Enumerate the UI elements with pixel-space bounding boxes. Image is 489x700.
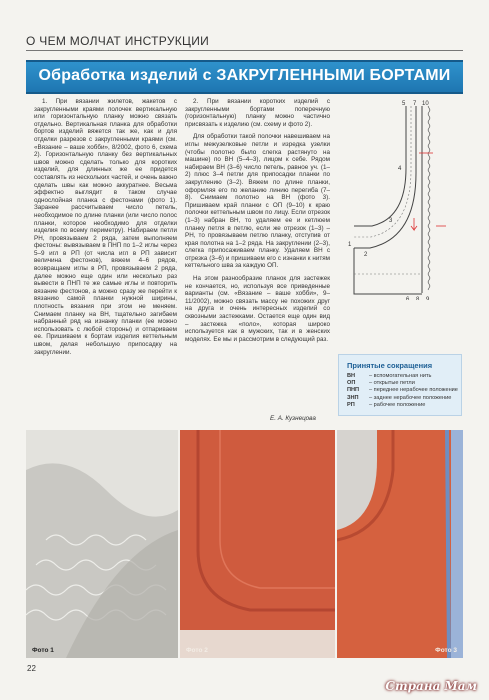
abbreviation-value: – переднее нерабочее положение (369, 387, 458, 394)
page-number: 22 (27, 664, 36, 673)
photo-caption: Фото 1 (32, 647, 54, 654)
arrow-down (411, 218, 417, 230)
abbreviation-item (347, 373, 458, 380)
abbreviation-key: РП (347, 401, 355, 408)
abbreviation-key: ПНП (347, 387, 360, 394)
text-column-2 (185, 98, 330, 348)
header-rule (26, 50, 463, 51)
text-column-1 (34, 98, 177, 361)
abbreviations-box (338, 354, 462, 416)
author: Е. А. Кузнецова (270, 415, 316, 422)
diagram-label: 4 (398, 166, 402, 172)
diagram-label: 8 (416, 297, 420, 300)
paragraph: Для обработки такой полочки навешиваем на иглы межузелковые петли и изредка узелки (чтобы полотно было слегка растянуто на машине) по ВН (5–4–3), лицом к себе. Рядом набираем ВН (3–6) число петель, равное уч. (1–2) плюс 3–4 петли для припосадки планки по закруглению (3–2). Вяжем по длине планки, оформляя его по желанию линию перегиба (7–8). Снимаем полотно на ВН (фото 3). Пришиваем край планки с ОП (9–10) к краю полочки кеттельным швом по лицу. Если отрезок (1–3) набран ВН, то удаляем ее и кетлюем планку петля в петлю, если же отрезок (1–3) – РН, то провязываем петлю планку, отступив от края полотна на 1–2 ряда. На закруглении (2–3), слегка припосаживаем планку. Удаляем ВН с отрезка (3–6) и пришиваем его с изнанки к нитям кеттельного шва за каждую ОП. (185, 133, 330, 270)
knitting-scheme-diagram (344, 98, 466, 300)
abbreviation-item (347, 402, 458, 409)
diagram-label: 2 (364, 252, 368, 258)
lace-pattern (26, 430, 178, 658)
photo-caption: Фото 3 (435, 647, 457, 654)
diagram-label: 7 (413, 101, 417, 107)
knit-band-sample (337, 430, 463, 658)
band-inner-dash (354, 106, 411, 237)
paragraph: 2. При вязании коротких изделий с закругленными бортами поперечную (горизонтальную) планку можно частично присвязать к изделию (см. схему и фото 2). (185, 98, 330, 128)
paragraph: 1. При вязании жилетов, жакетов с закругленными краями полочек вертикальную или горизонтальную планку можно связать отдельно. Вертикальная планка для обработки бортов изделий вяжется так же, как и для отделки разрезов с закругленными краями (см. «Вязание – ваше хобби», 8/2002, фото 6, схема 2). Горизонтальную планку без вертикальных швов можно сделать только для коротких изделий, для длинных же ее придется составлять из нескольких частей, и очень важно сделать швы как можно аккуратнее. Весьма эффектно выглядит в таком случае однослойная планка с фестонами (фото 1). Заранее рассчитываем число петель, необходимое по длине планки (или число полос планки, которое необходимо для отделки изделия по всему периметру). Набираем петли РН, провязываем 2 ряда, затем выполняем фестоны: вывязываем в ПНП по 1–2 иглы через 5–9 игл в РП (от числа игл в РП зависит величина фестонов), вяжем 4–6 рядов, возвращаем иглы в РП, провязываем 2 ряда, далее можно еще один или несколько раз вывести в ПНП те же самые иглы и повторить вязание фестонов, а можно сразу же перейти к вязанию самой планки нужной ширины, плотность вязания при этом не меняем. Снимаем планку на ВН, тщательно загибаем набранный ряд на изнанку планки (ее можно использовать с любой стороны) и отпариваем ее. Пришиваем к бортам изделия кеттельным швом, делая небольшую припосадку на закруглении. (34, 98, 177, 356)
diagram-label: 6 (406, 297, 410, 300)
paragraph: На этом разнообразие планок для застежек не кончается, но, используя все приведенные варианты (см. «Вязание – ваше хобби», 9–11/2002), можно связать массу не похожих друг на друга и очень интересных изделий со сквозными застежками. Остается еще один вид – застежка «поло», которая широко используется как в мужских, так и в женских моделях. Ее мы и рассмотрим в следующий раз. (185, 275, 330, 343)
abbreviation-value: – вспомогательная нить (369, 373, 432, 379)
abbreviations-list (347, 373, 458, 409)
abbreviation-value: – рабочее положение (369, 401, 426, 408)
diagram-label: 1 (348, 242, 352, 248)
diagram-label: 10 (422, 101, 429, 107)
abbreviation-item (347, 380, 458, 387)
abbreviations-title: Принятые сокращения (347, 361, 433, 370)
photo-caption: Фото 2 (186, 647, 208, 654)
band-zigzag (428, 106, 430, 290)
abbreviation-value: – открытые петли (369, 380, 415, 387)
knit-band-sample (180, 430, 335, 658)
section-header: О ЧЕМ МОЛЧАТ ИНСТРУКЦИИ (26, 34, 210, 48)
photo-1 (26, 430, 178, 658)
diagram-label: 3 (389, 218, 393, 224)
photo-2 (180, 430, 335, 658)
title-bar (26, 60, 463, 94)
abbreviation-key: ОП (347, 380, 356, 387)
photo-3 (337, 430, 463, 658)
abbreviation-key: ЗНП (347, 394, 359, 401)
abbreviation-key: ВН (347, 373, 356, 379)
abbreviation-item (347, 387, 458, 394)
band-outline (354, 106, 416, 248)
abbreviation-item (347, 395, 458, 402)
page-title: Обработка изделий с ЗАКРУГЛЕННЫМИ БОРТАМИ (38, 67, 451, 84)
abbreviation-value: – заднее нерабочее положение (369, 394, 452, 401)
diagram-label: 9 (426, 297, 430, 300)
diagram-label: 5 (402, 101, 406, 107)
watermark: Страна Мам (385, 679, 477, 693)
